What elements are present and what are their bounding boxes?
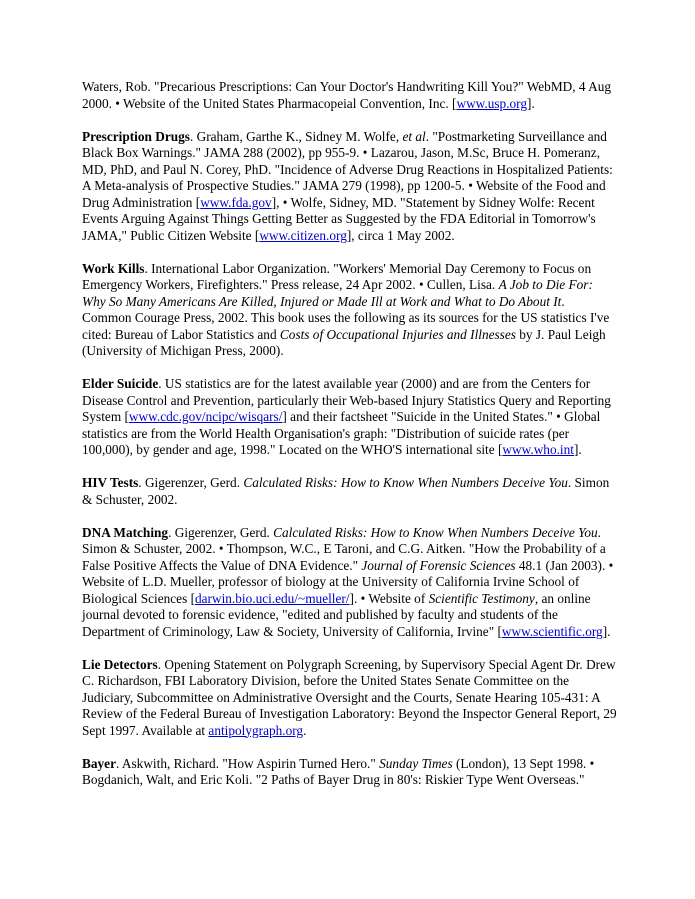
entry-heading: Elder Suicide: [82, 376, 159, 391]
entry-heading: Lie Detectors: [82, 656, 158, 672]
entry-text: by J. Paul Leigh (University of Michigan Press, 2000).: [82, 326, 606, 358]
entry-text: 48.1 (Jan 2003). • Website of L.D. Mueller, professor of biology at the University of California Irvine School of Biological Sciences [: [82, 557, 614, 606]
entry-text: ] and their factsheet "Suicide in the United States." • Global statistics are from the World Health Organisation's graph: "Distribution of suicide rates (per 100,000), by gender and age, 1998." Located on the WHO'S international site [: [82, 409, 601, 457]
entry-text: ].: [602, 623, 611, 639]
entry-text: . Gigerenzer, Gerd.: [138, 475, 244, 490]
entry-bayer: [82, 756, 617, 789]
entry-heading: Prescription Drugs: [82, 128, 190, 144]
entry-heading: DNA Matching: [82, 524, 169, 540]
entry-text: . International Labor Organization. "Workers' Memorial Day Ceremony to Focus on Emergency Workers, Firefighters." Press release, 24 Apr 2002. • Cullen, Lisa.: [82, 260, 592, 292]
entry-text: .: [303, 722, 307, 738]
entry-text: ], • Wolfe, Sidney, MD. "Statement by Sidney Wolfe: Recent Events Arguing Against Things Getting Better as Suggested by the FDA Editorial in Tomorrow's JAMA," Public Citizen Website [: [82, 194, 596, 243]
reference-link[interactable]: www.usp.org: [456, 95, 528, 111]
reference-link[interactable]: antipolygraph.org: [208, 722, 304, 738]
reference-link[interactable]: darwin.bio.uci.edu/~mueller/: [195, 590, 350, 606]
entry-heading: Bayer: [82, 755, 116, 771]
document-page: [82, 79, 617, 805]
entry-text: ]. • Website of: [349, 590, 429, 606]
entry-work-kills: [82, 261, 617, 360]
reference-link[interactable]: www.who.int: [502, 442, 574, 457]
entry-text: Waters, Rob. "Precarious Prescriptions: Can Your Doctor's Handwriting Kill You?" WebMD, 4 Aug 2000. • Website of the United States Pharmacopeial Convention, Inc. [: [82, 79, 612, 111]
entry-dna-matching: [82, 525, 617, 641]
entry-text: ].: [573, 442, 582, 457]
entry-waters: [82, 79, 617, 112]
entry-heading: Work Kills: [82, 260, 145, 276]
entry-text: . Simon & Schuster, 2002. • Thompson, W.C., E Taroni, and C.G. Aitken. "How the Probability of a False Positive Affects the Value of DNA Evidence.": [82, 524, 606, 573]
italic-title: Calculated Risks: How to Know When Numbers Deceive You: [243, 475, 568, 490]
entry-hiv-tests: [82, 475, 617, 508]
entry-text: , an online journal devoted to forensic evidence, "edited and published by faculty and students of the Department of Criminology, Law & Society, University of California, Irvine" [: [82, 590, 591, 639]
entry-text: . Graham, Garthe K., Sidney M. Wolfe,: [189, 128, 403, 144]
italic-title: Costs of Occupational Injuries and Illnesses: [279, 326, 516, 342]
entry-text: . "Postmarketing Surveillance and Black Box Warnings." JAMA 288 (2002), pp 955-9. • Lazarou, Jason, M.Sc, Bruce H. Pomeranz, MD, PhD, and Paul N. Corey, PhD. "Incidence of Adverse Drug Reactions in Hospitalized Patients: A Meta-analysis of Prospective Studies." JAMA 279 (1998), pp 1200-5. • Website of the Food and Drug Administration [: [82, 128, 613, 210]
entry-text: . Opening Statement on Polygraph Screening, by Supervisory Special Agent Dr. Drew C. Richardson, FBI Laboratory Division, before the United States Senate Committee on the Judiciary, Subcommittee on Administrative Oversight and the Courts, Senate Hearing 105-431: A Review of the Federal Bureau of Investigation Laboratory: Beyond the Inspector General Report, 29 Sept 1997. Available at: [82, 656, 617, 738]
reference-link[interactable]: www.fda.gov: [200, 194, 272, 210]
entry-text: ], circa 1 May 2002.: [346, 227, 455, 243]
reference-link[interactable]: www.scientific.org: [501, 623, 603, 639]
entry-elder-suicide: [82, 376, 617, 459]
italic-title: et al: [402, 128, 426, 144]
entry-heading: HIV Tests: [82, 475, 139, 490]
entry-text: (London), 13 Sept 1998. • Bogdanich, Walt, and Eric Koli. "2 Paths of Bayer Drug in 80's: Riskier Type Went Overseas.": [82, 755, 595, 787]
entry-text: . Askwith, Richard. "How Aspirin Turned Hero.": [115, 755, 380, 771]
entry-prescription-drugs: [82, 129, 617, 245]
italic-title: A Job to Die For: Why So Many Americans Are Killed, Injured or Made Ill at Work and What to Do About It: [82, 277, 593, 309]
reference-link[interactable]: www.citizen.org: [259, 227, 347, 243]
entry-text: . Simon & Schuster, 2002.: [82, 475, 610, 507]
italic-title: Sunday Times: [379, 755, 453, 771]
entry-text: . Gigerenzer, Gerd.: [168, 524, 274, 540]
reference-link[interactable]: www.cdc.gov/ncipc/wisqars/: [128, 409, 283, 424]
italic-title: Calculated Risks: How to Know When Numbers Deceive You: [273, 524, 598, 540]
italic-title: Journal of Forensic Sciences: [361, 557, 516, 573]
entry-text: . US statistics are for the latest available year (2000) and are from the Centers for Disease Control and Prevention, particularly their Web-based Injury Statistics Query and Reporting System [: [82, 376, 611, 424]
entry-text: . Common Courage Press, 2002. This book uses the following as its sources for the US statistics I've cited: Bureau of Labor Statistics and: [82, 293, 610, 342]
entry-lie-detectors: [82, 657, 617, 740]
entry-text: ].: [527, 95, 535, 111]
italic-title: Scientific Testimony: [428, 590, 535, 606]
